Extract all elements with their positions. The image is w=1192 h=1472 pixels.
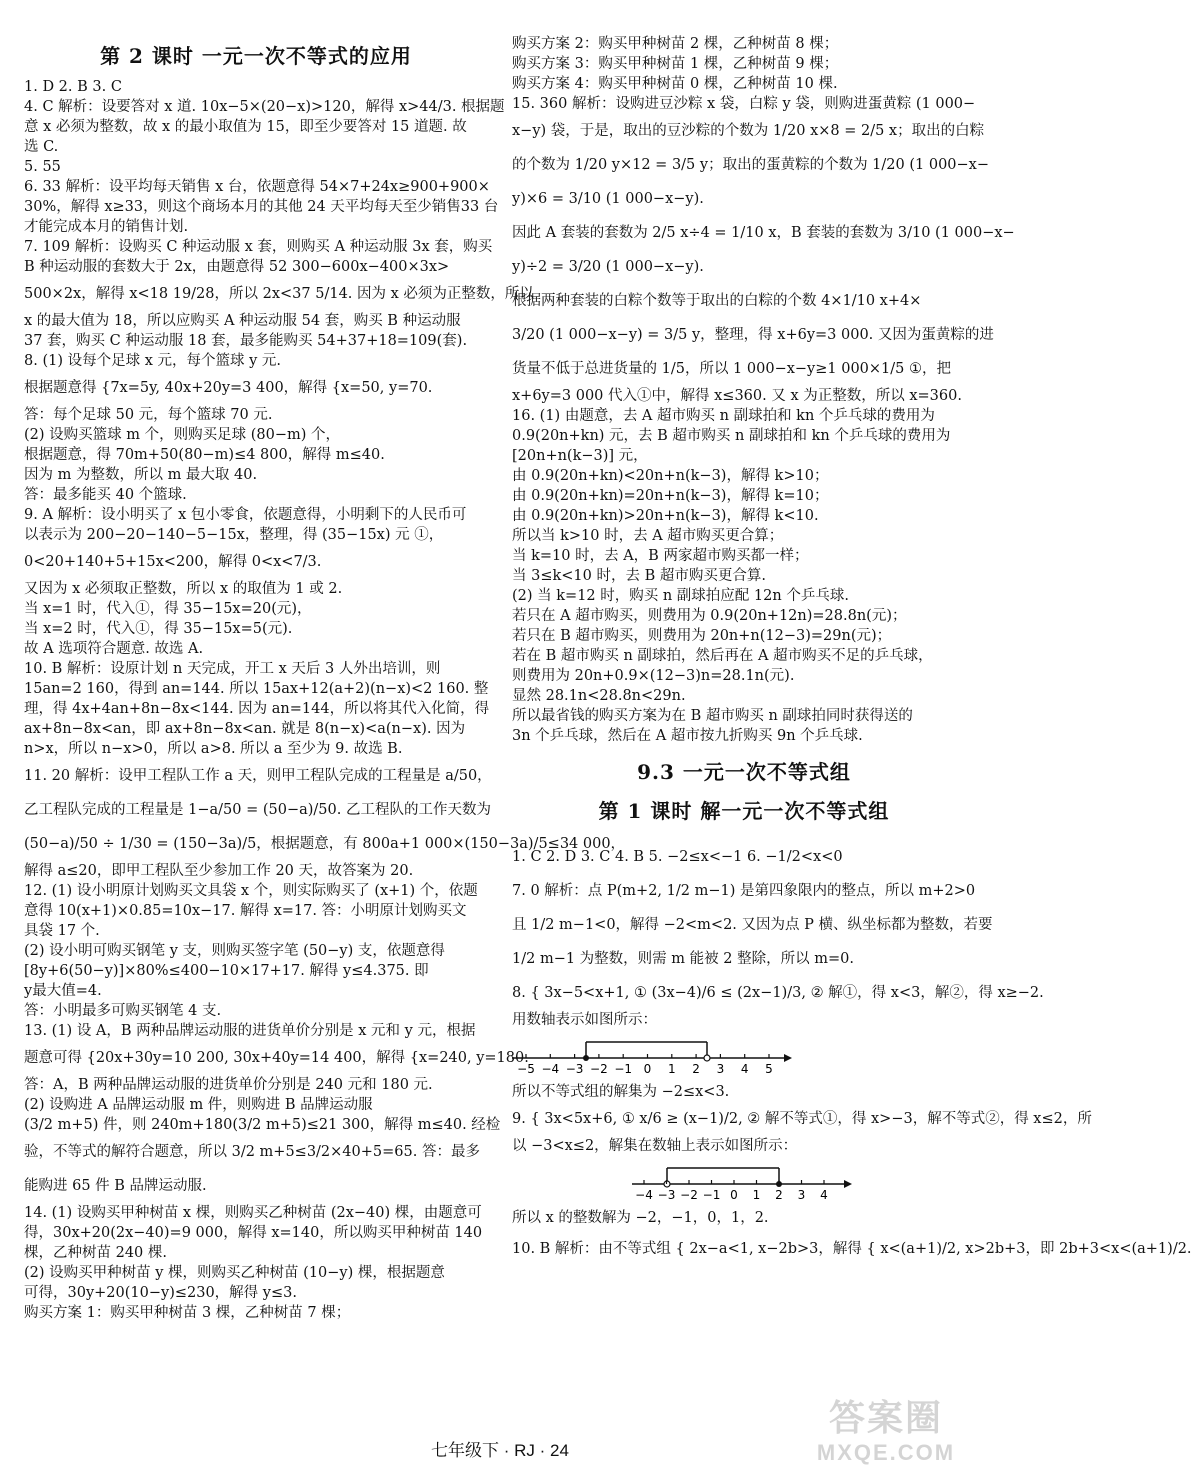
answer-line: 货量不低于总进货量的 1/5，所以 1 000−x−y≥1 000×1/5 ①，把 [512, 361, 951, 377]
answer-line: 15. 360 解析：设购进豆沙粽 x 袋，白粽 y 袋，则购进蛋黄粽 (1 000− [512, 96, 976, 112]
watermark-url: MXQE.COM [816, 1440, 956, 1465]
answer-line: 0.9(20n+kn) 元，去 B 超市购买 n 副球拍和 kn 个乒乓球的费用为 [512, 428, 951, 444]
answer-line: 以表示为 200−20−140−5−15x，整理，得 (35−15x) 元 ①， [24, 527, 444, 543]
answer-line: (2) 当 k=12 时，购买 n 副球拍应配 12n 个乒乓球. [512, 588, 849, 604]
answer-line: 3/20 (1 000−x−y) = 3/5 y，整理，得 x+6y=3 000. 又因为蛋黄粽的进 [512, 327, 994, 343]
answer-line: x 的最大值为 18，所以应购买 A 种运动服 54 套，购买 B 种运动服 [24, 313, 461, 329]
answer-line: y)÷2 = 3/20 (1 000−x−y). [512, 259, 704, 275]
answer-line: 若只在 B 超市购买，则费用为 20n+n(12−3)=29n(元)； [512, 628, 892, 644]
answer-line: 9. { 3x<5x+6, ① x/6 ≥ (x−1)/2, ② 解不等式①，得 x>−3，解不等式②，得 x≤2，所 [512, 1111, 1092, 1127]
answer-line: 所以不等式组的解集为 −2≤x<3. [512, 1084, 730, 1100]
answer-line: 500×2x，解得 x<18 19/28，所以 2x<37 5/14. 因为 x 必须为正整数，所以 [24, 286, 534, 302]
answer-line: 理，得 4x+4an+8n−8x<144. 因为 an=144，所以将其代入化简，得 [24, 701, 490, 717]
answer-line: 棵，乙种树苗 240 棵. [24, 1245, 168, 1261]
tick-label: −4 [635, 1188, 653, 1202]
answer-line: 意 x 必须为整数，故 x 的最小取值为 15，即至少要答对 15 道题. 故 [24, 119, 467, 135]
answer-line: [8y+6(50−y)]×80%≤400−10×17+17. 解得 y≤4.375. 即 [24, 963, 429, 979]
answer-line: 因此 A 套装的套数为 2/5 x÷4 = 1/10 x，B 套装的套数为 3/10 (1 000−x− [512, 225, 1015, 241]
tick-label: 5 [765, 1062, 773, 1076]
number-line-2 [512, 1162, 976, 1202]
tick-label: 2 [775, 1188, 783, 1202]
answer-line: x−y) 袋，于是，取出的豆沙粽的个数为 1/20 x×8 = 2/5 x；取出的白粽 [512, 123, 985, 139]
answer-line: (3/2 m+5) 件，则 240m+180(3/2 m+5)≤21 300，解得 m≤40. 经检 [24, 1117, 501, 1133]
right-answer-lines-d [512, 1102, 1092, 1156]
answer-line: 且 1/2 m−1<0，解得 −2<m<2. 又因为点 P 横、纵坐标都为整数，若要 [512, 917, 993, 933]
tick-label: 3 [797, 1188, 806, 1202]
answer-line: 所以 x 的整数解为 −2，−1，0，1，2. [512, 1210, 769, 1226]
answer-line: (50−a)/50 ÷ 1/30 = (150−3a)/5，根据题意，有 800a+1 000×(150−3a)/5≤34 000， [24, 836, 626, 852]
answer-line: 又因为 x 必须取正整数，所以 x 的取值为 1 或 2. [24, 581, 343, 597]
tick-label: −3 [565, 1062, 584, 1076]
answer-line: 当 x=1 时，代入①，得 35−15x=20(元)， [24, 601, 312, 617]
tick-label: 0 [730, 1188, 738, 1202]
answer-line: 16. (1) 由题意，去 A 超市购买 n 副球拍和 kn 个乒乓球的费用为 [512, 408, 935, 424]
answer-line: 10. B 解析：由不等式组 { 2x−a<1, x−2b>3，解得 { x<(a+1)/2, x>2b+3，即 2b+3<x<(a+1)/2. [512, 1241, 1192, 1257]
lesson-heading: 第 2 课时 一元一次不等式的应用 [100, 44, 412, 68]
tick-label: 4 [740, 1062, 749, 1076]
answer-line: 所以最省钱的购买方案为在 B 超市购买 n 副球拍同时获得送的 [512, 708, 913, 724]
answer-line: 根据题意，得 70m+50(80−m)≤4 800，解得 m≤40. [24, 447, 385, 463]
section-title: 9.3 一元一次不等式组 [637, 760, 851, 784]
answer-line: 则费用为 20n+0.9×(12−3)n=28.1n(元). [512, 668, 795, 684]
tick-label: −4 [541, 1062, 560, 1076]
answer-line: 可得，30y+20(10−y)≤230，解得 y≤3. [24, 1285, 297, 1301]
answer-line: 8. { 3x−5<x+1, ① (3x−4)/6 ≤ (2x−1)/3, ② 解①，得 x<3，解②，得 x≥−2. [512, 985, 1044, 1001]
answer-line: ax+8n−8x<an，即 ax+8n−8x<an. 就是 8(n−x)<a(n−x). 因为 [24, 721, 466, 737]
answer-line: 5. 55 [24, 159, 61, 175]
tick-label: 1 [667, 1062, 676, 1076]
answer-line: 用数轴表示如图所示： [512, 1012, 657, 1028]
answer-line: 题意可得 {20x+30y=10 200, 30x+40y=14 400，解得 {x=240, y=180. [24, 1050, 529, 1066]
answer-line: [20n+n(k−3)] 元， [512, 448, 648, 464]
watermark [786, 1396, 986, 1466]
answer-line: (2) 设小明可购买钢笔 y 支，则购买签字笔 (50−y) 支，依题意得 [24, 943, 445, 959]
answer-line: 由 0.9(20n+kn)=20n+n(k−3)，解得 k=10； [512, 488, 829, 504]
answer-line: 若只在 A 超市购买，则费用为 0.9(20n+12n)=28.8n(元)； [512, 608, 907, 624]
answer-line: B 种运动服的套数大于 2x，由题意得 52 300−600x−400×3x> [24, 259, 450, 275]
answer-line: 12. (1) 设小明原计划购买文具袋 x 个，则实际购买了 (x+1) 个，依题 [24, 883, 478, 899]
answer-line: 以 −3<x≤2，解集在数轴上表示如图所示： [512, 1138, 798, 1154]
answer-line: (2) 设购买甲种树苗 y 棵，则购买乙种树苗 (10−y) 棵，根据题意 [24, 1265, 445, 1281]
answer-line: 的个数为 1/20 y×12 = 3/5 y；取出的蛋黄粽的个数为 1/20 (1 000−x− [512, 157, 989, 173]
answer-line: 购买方案 3：购买甲种树苗 1 棵，乙种树苗 9 棵； [512, 56, 839, 72]
lesson-title: 第 1 课时 解一元一次不等式组 [598, 799, 890, 823]
watermark-logo: 答案圈 [828, 1397, 943, 1438]
answer-line: 4. C 解析：设要答对 x 道. 10x−5×(20−x)>120，解得 x>44/3. 根据题 [24, 99, 505, 115]
answer-line: (2) 设购买篮球 m 个，则购买足球 (80−m) 个， [24, 427, 340, 443]
answer-line: 0<20+140+5+15x<200，解得 0<x<7/3. [24, 554, 322, 570]
answer-line: x+6y=3 000 代入①中，解得 x≤360. 又 x 为正整数，所以 x=360. [512, 388, 962, 404]
answer-line: 故 A 选项符合题意. 故选 A. [24, 641, 204, 657]
answer-line: 1/2 m−1 为整数，则需 m 能被 2 整除，所以 m=0. [512, 951, 854, 967]
answer-line: 解得 a≤20，即甲工程队至少参加工作 20 天，故答案为 20. [24, 863, 414, 879]
answer-line: 1. C 2. D 3. C 4. B 5. −2≤x<−1 6. −1/2<x<0 [512, 849, 843, 865]
tick-label: 3 [716, 1062, 725, 1076]
right-column [512, 0, 1192, 1270]
answer-line: 乙工程队完成的工程量是 1−a/50 = (50−a)/50. 乙工程队的工作天数为 [24, 802, 491, 818]
answer-line: 能购进 65 件 B 品牌运动服. [24, 1178, 207, 1194]
tick-label: 2 [692, 1062, 700, 1076]
answer-line: 显然 28.1n<28.8n<29n. [512, 688, 686, 704]
answer-line: 10. B 解析：设原计划 n 天完成，开工 x 天后 3 人外出培训，则 [24, 661, 441, 677]
tick-label: −1 [614, 1062, 633, 1076]
answer-line: 1. D 2. B 3. C [24, 79, 122, 95]
answer-line: 答：最多能买 40 个篮球. [24, 487, 187, 503]
answer-line: 购买方案 4：购买甲种树苗 0 棵，乙种树苗 10 棵. [512, 76, 838, 92]
answer-line: 6. 33 解析：设平均每天销售 x 台，依题意得 54×7+24x≥900+900× [24, 179, 490, 195]
answer-line: 当 x=2 时，代入①，得 35−15x=5(元). [24, 621, 293, 637]
answer-line: 3n 个乒乓球，然后在 A 超市按九折购买 9n 个乒乓球. [512, 728, 863, 744]
answer-line: 购买方案 2：购买甲种树苗 2 棵，乙种树苗 8 棵； [512, 36, 839, 52]
answer-line: 所以当 k>10 时，去 A 超市购买更合算； [512, 528, 784, 544]
right-answer-lines-a [512, 34, 1015, 746]
answer-line: 37 套，购买 C 种运动服 18 套，最多能购买 54+37+18=109(套). [24, 333, 468, 349]
right-answer-lines-b [512, 840, 1044, 1030]
tick-label: −1 [702, 1188, 721, 1202]
answer-line: 当 k=10 时，去 A，B 两家超市购买都一样； [512, 548, 809, 564]
number-line-1 [512, 1036, 976, 1076]
answer-line: 30%，解得 x≥33，则这个商场本月的其他 24 天平均每天至少销售33 台 [24, 199, 499, 215]
tick-label: −5 [517, 1062, 535, 1076]
answer-line: n>x，所以 n−x>0，所以 a>8. 所以 a 至少为 9. 故选 B. [24, 741, 403, 757]
answer-line: 根据题意得 {7x=5y, 40x+20y=3 400，解得 {x=50, y=70. [24, 380, 433, 396]
answer-line: 得，30x+20(2x−40)=9 000，解得 x=140，所以购买甲种树苗 140 [24, 1225, 483, 1241]
answer-line: 当 3≤k<10 时，去 B 超市购买更合算. [512, 568, 766, 584]
answer-line: y最大值=4. [24, 983, 102, 999]
page-footer: 七年级下 · RJ · 24 [431, 1441, 569, 1460]
answer-line: 7. 0 解析：点 P(m+2, 1/2 m−1) 是第四象限内的整点，所以 m+2>0 [512, 883, 976, 899]
answer-line: 购买方案 1：购买甲种树苗 3 棵，乙种树苗 7 棵； [24, 1305, 351, 1321]
answer-line: 因为 m 为整数，所以 m 最大取 40. [24, 467, 258, 483]
answer-line: 答：A，B 两种品牌运动服的进货单价分别是 240 元和 180 元. [24, 1077, 433, 1093]
tick-label: 0 [643, 1062, 652, 1076]
tick-label: −2 [590, 1062, 608, 1076]
answer-line: 答：小明最多可购买钢笔 4 支. [24, 1003, 222, 1019]
answer-line: 意得 10(x+1)×0.85=10x−17. 解得 x=17. 答：小明原计划购买文 [24, 903, 467, 919]
tick-label: −3 [657, 1188, 676, 1202]
answer-line: 才能完成本月的销售计划. [24, 219, 189, 235]
answer-line: (2) 设购进 A 品牌运动服 m 件，则购进 B 品牌运动服 [24, 1097, 373, 1113]
answer-line: y)×6 = 3/10 (1 000−x−y). [512, 191, 704, 207]
tick-label: 4 [820, 1188, 828, 1202]
answer-line: 验，不等式的解符合题意，所以 3/2 m+5≤3/2×40+5=65. 答：最多 [24, 1144, 480, 1160]
answer-line: 13. (1) 设 A，B 两种品牌运动服的进货单价分别是 x 元和 y 元，根据 [24, 1023, 476, 1039]
answer-line: 7. 109 解析：设购买 C 种运动服 x 套，则购买 A 种运动服 3x 套，购买 [24, 239, 493, 255]
answer-line: 14. (1) 设购买甲种树苗 x 棵，则购买乙种树苗 (2x−40) 棵，由题意可 [24, 1205, 482, 1221]
answer-line: 若在 B 超市购买 n 副球拍，然后再在 A 超市购买不足的乒乓球， [512, 648, 933, 664]
answer-line: 根据两种套装的白粽个数等于取出的白粽的个数 4×1/10 x+4× [512, 293, 922, 309]
tick-label: 1 [752, 1188, 761, 1202]
answer-line: 8. (1) 设每个足球 x 元，每个篮球 y 元. [24, 353, 282, 369]
answer-line: 具袋 17 个. [24, 923, 100, 939]
answer-line: 答：每个足球 50 元，每个篮球 70 元. [24, 407, 273, 423]
answer-line: 9. A 解析：设小明买了 x 包小零食，依题意得，小明剩下的人民币可 [24, 507, 467, 523]
answer-line: 11. 20 解析：设甲工程队工作 a 天，则甲工程队完成的工程量是 a/50， [24, 768, 492, 784]
answer-line: 由 0.9(20n+kn)>20n+n(k−3)，解得 k<10. [512, 508, 819, 524]
tick-label: −2 [680, 1188, 698, 1202]
answer-line: 15an=2 160，得到 an=144. 所以 15ax+12(a+2)(n−x)<2 160. 整 [24, 681, 489, 697]
answer-line: 选 C. [24, 139, 59, 155]
answer-line: 由 0.9(20n+kn)<20n+n(k−3)，解得 k>10； [512, 468, 829, 484]
